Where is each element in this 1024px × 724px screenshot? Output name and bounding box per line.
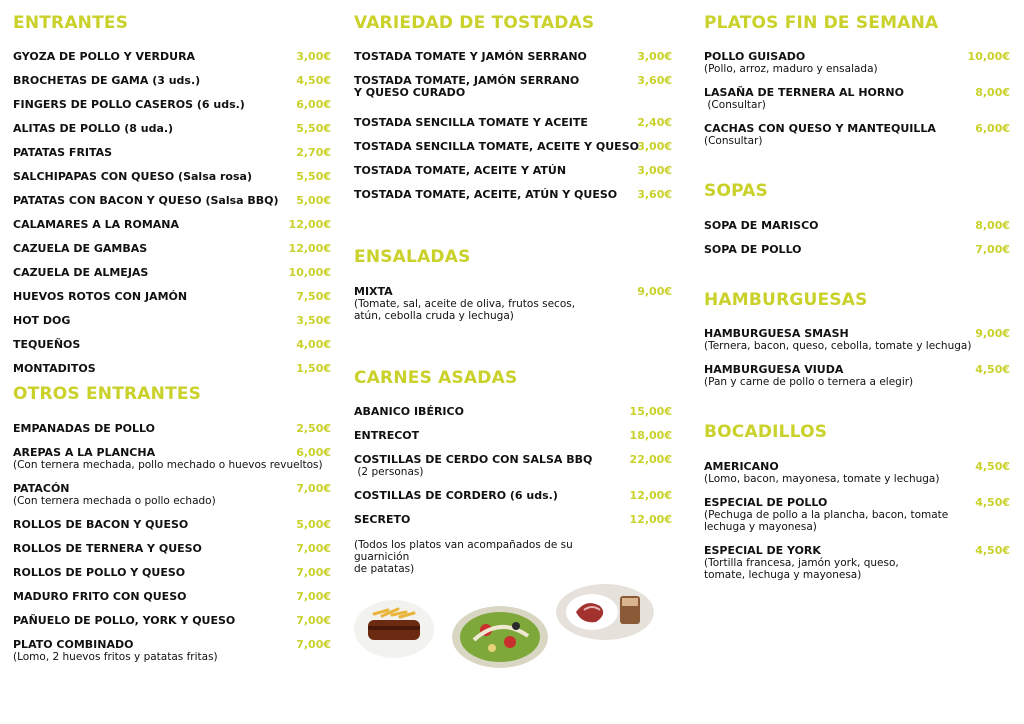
item-name: TOSTADA SENCILLA TOMATE Y ACEITE bbox=[354, 116, 588, 129]
item-name: ABANICO IBÉRICO bbox=[354, 405, 464, 418]
item-name: POLLO GUISADO bbox=[704, 50, 806, 63]
section-otros-entrantes bbox=[13, 383, 331, 663]
item-price: 4,50€ bbox=[975, 544, 1010, 557]
section-title: VARIEDAD DE TOSTADAS bbox=[354, 13, 595, 33]
item-price: 15,00€ bbox=[629, 405, 672, 418]
item-name: HUEVOS ROTOS CON JAMÓN bbox=[13, 290, 188, 303]
ribs-fries-photo bbox=[354, 600, 434, 658]
item-name: MADURO FRITO CON QUESO bbox=[13, 590, 187, 603]
item-price: 22,00€ bbox=[629, 453, 672, 466]
item-name: ESPECIAL DE POLLO bbox=[704, 496, 828, 509]
section-bocadillos bbox=[704, 421, 1010, 581]
item-name: TOSTADA TOMATE Y JAMÓN SERRANO bbox=[354, 50, 587, 63]
salad-photo bbox=[452, 606, 548, 668]
item-description: (Consultar) bbox=[704, 99, 766, 111]
section-hamburguesas bbox=[704, 289, 1010, 388]
item-price: 7,00€ bbox=[296, 590, 331, 603]
item-name: COSTILLAS DE CORDERO (6 uds.) bbox=[354, 489, 558, 502]
item-price: 12,00€ bbox=[629, 489, 672, 502]
item-price: 5,00€ bbox=[296, 194, 331, 207]
item-name: ROLLOS DE POLLO Y QUESO bbox=[13, 566, 186, 579]
item-price: 7,50€ bbox=[296, 290, 331, 303]
item-price: 12,00€ bbox=[288, 218, 331, 231]
item-name: PATATAS FRITAS bbox=[13, 146, 113, 159]
item-name: ENTRECOT bbox=[354, 429, 420, 442]
item-price: 5,50€ bbox=[296, 170, 331, 183]
item-price: 4,50€ bbox=[296, 74, 331, 87]
section-title: OTROS ENTRANTES bbox=[13, 384, 202, 404]
item-price: 3,00€ bbox=[637, 164, 672, 177]
item-price: 7,00€ bbox=[975, 243, 1010, 256]
item-description: (Tomate, sal, aceite de oliva, frutos secos, atún, cebolla cruda y lechuga) bbox=[354, 298, 576, 322]
item-price: 4,50€ bbox=[975, 460, 1010, 473]
item-price: 3,00€ bbox=[296, 50, 331, 63]
section-sopas bbox=[704, 180, 1010, 256]
section-fin-de-semana bbox=[704, 12, 1010, 147]
item-price: 7,00€ bbox=[296, 566, 331, 579]
ribs-fries-image bbox=[354, 600, 434, 658]
item-name: CAZUELA DE GAMBAS bbox=[13, 242, 148, 255]
item-name: GYOZA DE POLLO Y VERDURA bbox=[13, 50, 196, 63]
section-title: PLATOS FIN DE SEMANA bbox=[704, 13, 939, 33]
item-price: 10,00€ bbox=[288, 266, 331, 279]
section-title: ENSALADAS bbox=[354, 247, 471, 267]
item-price: 4,00€ bbox=[296, 338, 331, 351]
salad-image bbox=[452, 606, 548, 668]
item-price: 8,00€ bbox=[975, 219, 1010, 232]
item-description: (Tortilla francesa, jamón york, queso, tomate, lechuga y mayonesa) bbox=[704, 557, 899, 581]
item-name: FINGERS DE POLLO CASEROS (6 uds.) bbox=[13, 98, 245, 111]
item-price: 4,50€ bbox=[975, 363, 1010, 376]
item-name: PAÑUELO DE POLLO, YORK Y QUESO bbox=[13, 614, 236, 627]
item-name: AREPAS A LA PLANCHA bbox=[13, 446, 156, 459]
ham-coffee-photo bbox=[556, 584, 654, 640]
item-name: PATACÓN bbox=[13, 482, 70, 495]
item-price: 5,00€ bbox=[296, 518, 331, 531]
item-name: CALAMARES A LA ROMANA bbox=[13, 218, 179, 231]
item-name: SECRETO bbox=[354, 513, 411, 526]
item-description: (Pechuga de pollo a la plancha, bacon, tomate lechuga y mayonesa) bbox=[704, 509, 949, 533]
item-description: (Lomo, bacon, mayonesa, tomate y lechuga) bbox=[704, 473, 940, 485]
item-description: (Consultar) bbox=[704, 135, 763, 147]
item-name: PATATAS CON BACON Y QUESO (Salsa BBQ) bbox=[13, 194, 279, 207]
item-price: 7,00€ bbox=[296, 614, 331, 627]
item-name: HOT DOG bbox=[13, 314, 71, 327]
section-title: ENTRANTES bbox=[13, 13, 129, 33]
item-name: TOSTADA SENCILLA TOMATE, ACEITE Y QUESO bbox=[354, 140, 639, 153]
item-price: 3,60€ bbox=[637, 74, 672, 87]
item-price: 7,00€ bbox=[296, 638, 331, 651]
item-description: (2 personas) bbox=[354, 466, 424, 478]
section-title: SOPAS bbox=[704, 181, 768, 201]
item-price: 2,40€ bbox=[637, 116, 672, 129]
item-price: 3,00€ bbox=[637, 50, 672, 63]
item-name: PLATO COMBINADO bbox=[13, 638, 134, 651]
item-name: SOPA DE MARISCO bbox=[704, 219, 819, 232]
item-price: 6,00€ bbox=[296, 98, 331, 111]
item-name: CACHAS CON QUESO Y MANTEQUILLA bbox=[704, 122, 936, 135]
ham-coffee-image bbox=[556, 584, 654, 640]
item-price: 3,50€ bbox=[296, 314, 331, 327]
item-name: BROCHETAS DE GAMA (3 uds.) bbox=[13, 74, 201, 87]
item-name: TOSTADA TOMATE, JAMÓN SERRANO Y QUESO CURADO bbox=[354, 74, 580, 99]
section-tostadas bbox=[354, 12, 672, 201]
item-price: 5,50€ bbox=[296, 122, 331, 135]
section-note: (Todos los platos van acompañados de su guarnición de patatas) bbox=[354, 539, 573, 575]
section-entrantes bbox=[13, 12, 331, 375]
item-name: CAZUELA DE ALMEJAS bbox=[13, 266, 149, 279]
item-price: 18,00€ bbox=[629, 429, 672, 442]
item-price: 8,00€ bbox=[975, 86, 1010, 99]
item-description: (Pan y carne de pollo o ternera a elegir) bbox=[704, 376, 914, 388]
item-price: 9,00€ bbox=[637, 285, 672, 298]
item-price: 9,00€ bbox=[975, 327, 1010, 340]
item-description: (Ternera, bacon, queso, cebolla, tomate y lechuga) bbox=[704, 340, 972, 352]
item-price: 10,00€ bbox=[967, 50, 1010, 63]
item-name: ROLLOS DE TERNERA Y QUESO bbox=[13, 542, 202, 555]
item-name: SALCHIPAPAS CON QUESO (Salsa rosa) bbox=[13, 170, 252, 183]
item-name: ESPECIAL DE YORK bbox=[704, 544, 821, 557]
item-price: 12,00€ bbox=[629, 513, 672, 526]
section-title: HAMBURGUESAS bbox=[704, 290, 868, 310]
section-title: CARNES ASADAS bbox=[354, 368, 518, 388]
item-price: 2,50€ bbox=[296, 422, 331, 435]
item-name: MIXTA bbox=[354, 285, 393, 298]
item-name: COSTILLAS DE CERDO CON SALSA BBQ bbox=[354, 453, 593, 466]
item-price: 3,00€ bbox=[637, 140, 672, 153]
item-name: TEQUEÑOS bbox=[13, 338, 81, 351]
section-carnes-asadas bbox=[354, 367, 672, 575]
item-price: 6,00€ bbox=[975, 122, 1010, 135]
item-name: ALITAS DE POLLO (8 uda.) bbox=[13, 122, 174, 135]
item-name: TOSTADA TOMATE, ACEITE Y ATÚN bbox=[354, 164, 567, 177]
item-name: SOPA DE POLLO bbox=[704, 243, 802, 256]
item-description: (Lomo, 2 huevos fritos y patatas fritas) bbox=[13, 651, 218, 663]
section-title: BOCADILLOS bbox=[704, 422, 828, 442]
item-price: 2,70€ bbox=[296, 146, 331, 159]
item-price: 3,60€ bbox=[637, 188, 672, 201]
item-description: (Pollo, arroz, maduro y ensalada) bbox=[704, 63, 878, 75]
item-name: LASAÑA DE TERNERA AL HORNO bbox=[704, 86, 904, 99]
item-price: 7,00€ bbox=[296, 482, 331, 495]
item-price: 12,00€ bbox=[288, 242, 331, 255]
item-name: HAMBURGUESA VIUDA bbox=[704, 363, 844, 376]
item-price: 6,00€ bbox=[296, 446, 331, 459]
item-name: HAMBURGUESA SMASH bbox=[704, 327, 849, 340]
item-name: ROLLOS DE BACON Y QUESO bbox=[13, 518, 189, 531]
item-name: AMERICANO bbox=[704, 460, 779, 473]
item-price: 1,50€ bbox=[296, 362, 331, 375]
item-name: EMPANADAS DE POLLO bbox=[13, 422, 156, 435]
item-price: 4,50€ bbox=[975, 496, 1010, 509]
item-description: (Con ternera mechada o pollo echado) bbox=[13, 495, 216, 507]
section-ensaladas bbox=[354, 246, 672, 322]
item-price: 7,00€ bbox=[296, 542, 331, 555]
item-name: MONTADITOS bbox=[13, 362, 96, 375]
item-description: (Con ternera mechada, pollo mechado o huevos revueltos) bbox=[13, 459, 323, 471]
item-name: TOSTADA TOMATE, ACEITE, ATÚN Y QUESO bbox=[354, 188, 618, 201]
